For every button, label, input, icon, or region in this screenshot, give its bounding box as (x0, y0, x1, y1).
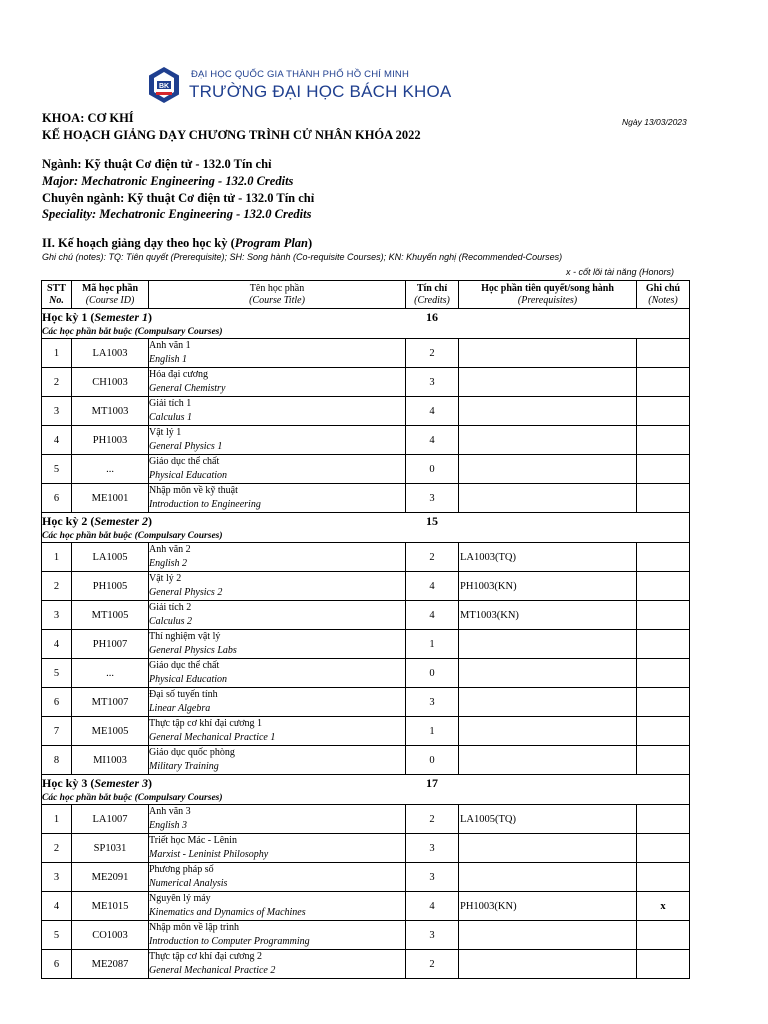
course-title-vi: Giải tích 2 (149, 602, 192, 613)
course-title (149, 717, 406, 746)
course-credits: 4 (406, 601, 459, 630)
course-prerequisites (459, 863, 637, 892)
section-heading: II. Kế hoạch giảng dạy theo học kỳ (Program Plan) (42, 236, 313, 250)
course-prerequisites: PH1003(KN) (459, 572, 637, 601)
table-row (42, 426, 690, 455)
course-notes (637, 368, 690, 397)
row-number: 7 (42, 717, 72, 746)
course-title (149, 426, 406, 455)
course-notes (637, 659, 690, 688)
plan-title: KẾ HOẠCH GIẢNG DẠY CHƯƠNG TRÌNH CỬ NHÂN KHÓA 2022 (42, 128, 421, 142)
course-id: LA1007 (72, 805, 149, 834)
course-credits: 4 (406, 892, 459, 921)
table-row (42, 484, 690, 513)
row-number: 4 (42, 892, 72, 921)
course-title-en: English 1 (149, 354, 188, 365)
course-credits: 4 (406, 426, 459, 455)
table-row (42, 834, 690, 863)
course-credits: 1 (406, 717, 459, 746)
row-number: 5 (42, 921, 72, 950)
table-row (42, 863, 690, 892)
table-row (42, 805, 690, 834)
table-row (42, 659, 690, 688)
course-title-en: Introduction to Engineering (149, 499, 261, 510)
course-title (149, 543, 406, 572)
header-stt: STT No. (42, 281, 72, 309)
course-title-vi: Giáo dục quốc phòng (149, 747, 235, 758)
row-number: 6 (42, 950, 72, 979)
university-logo (147, 66, 452, 108)
row-number: 2 (42, 368, 72, 397)
course-title-en: Physical Education (149, 674, 228, 685)
course-prerequisites: LA1005(TQ) (459, 805, 637, 834)
semester-filler (459, 775, 690, 793)
header-credits: Tín chỉ (Credits) (406, 281, 459, 309)
course-title (149, 950, 406, 979)
table-row (42, 892, 690, 921)
course-title-en: English 3 (149, 820, 188, 831)
course-credits: 1 (406, 630, 459, 659)
course-credits: 3 (406, 688, 459, 717)
major-vi: Ngành: Kỹ thuật Cơ điện tử - 132.0 Tín chỉ (42, 157, 272, 171)
course-title-vi: Anh văn 3 (149, 806, 191, 817)
course-title-en: Physical Education (149, 470, 228, 481)
course-prerequisites (459, 339, 637, 368)
row-number: 3 (42, 397, 72, 426)
table-row (42, 630, 690, 659)
course-notes (637, 805, 690, 834)
course-notes (637, 950, 690, 979)
header-course-id: Mã học phần (Course ID) (72, 281, 149, 309)
course-prerequisites (459, 688, 637, 717)
course-credits: 4 (406, 397, 459, 426)
course-prerequisites: PH1003(KN) (459, 892, 637, 921)
course-id: ME2091 (72, 863, 149, 892)
course-id: ME1001 (72, 484, 149, 513)
course-credits: 2 (406, 805, 459, 834)
course-prerequisites (459, 921, 637, 950)
course-title-vi: Thực tập cơ khí đại cương 2 (149, 951, 263, 962)
course-prerequisites (459, 455, 637, 484)
semester-filler (459, 309, 690, 327)
course-group-row (42, 326, 690, 339)
semester-title: Học kỳ 3 (Semester 3) (42, 775, 406, 793)
semester-row (42, 775, 690, 793)
row-number: 4 (42, 630, 72, 659)
course-title (149, 339, 406, 368)
table-row (42, 746, 690, 775)
row-number: 3 (42, 601, 72, 630)
course-prerequisites (459, 368, 637, 397)
table-row (42, 397, 690, 426)
course-notes (637, 426, 690, 455)
semester-filler (459, 513, 690, 531)
document-date: Ngày 13/03/2023 (622, 117, 687, 127)
course-id: MT1007 (72, 688, 149, 717)
table-row (42, 543, 690, 572)
course-title-vi: Nguyên lý máy (149, 893, 211, 904)
course-title-vi: Giáo dục thể chất (149, 660, 220, 671)
course-group-row (42, 792, 690, 805)
svg-text:BK: BK (158, 83, 170, 90)
course-title (149, 572, 406, 601)
logo-university-name: TRƯỜNG ĐẠI HỌC BÁCH KHOA (189, 82, 452, 101)
row-number: 1 (42, 805, 72, 834)
semester-row (42, 513, 690, 531)
course-prerequisites (459, 950, 637, 979)
table-row (42, 601, 690, 630)
course-title-vi: Giáo dục thể chất (149, 456, 220, 467)
course-title (149, 659, 406, 688)
course-title-vi: Nhập môn về lập trình (149, 922, 239, 933)
course-title-en: General Chemistry (149, 383, 226, 394)
course-credits: 0 (406, 659, 459, 688)
course-credits: 2 (406, 950, 459, 979)
course-title-en: Kinematics and Dynamics of Machines (149, 907, 306, 918)
course-id: SP1031 (72, 834, 149, 863)
header-course-title: Tên học phần (Course Title) (149, 281, 406, 309)
course-notes: x (637, 892, 690, 921)
course-title (149, 368, 406, 397)
major-en: Major: Mechatronic Engineering - 132.0 Credits (42, 174, 294, 188)
row-number: 6 (42, 688, 72, 717)
course-title-vi: Nhập môn về kỹ thuật (149, 485, 238, 496)
table-row (42, 717, 690, 746)
program-plan-table (41, 280, 690, 979)
course-title-en: English 2 (149, 558, 188, 569)
course-prerequisites: MT1003(KN) (459, 601, 637, 630)
row-number: 1 (42, 339, 72, 368)
course-title-en: Numerical Analysis (149, 878, 228, 889)
course-title (149, 892, 406, 921)
row-number: 5 (42, 659, 72, 688)
row-number: 5 (42, 455, 72, 484)
course-credits: 3 (406, 484, 459, 513)
semester-row (42, 309, 690, 327)
course-title-vi: Giải tích 1 (149, 398, 192, 409)
course-title-vi: Đại số tuyến tính (149, 689, 218, 700)
course-group-label: Các học phần bắt buộc (Compulsary Courses) (42, 530, 690, 543)
course-notes (637, 863, 690, 892)
course-notes (637, 484, 690, 513)
course-title-vi: Anh văn 2 (149, 544, 191, 555)
speciality-en: Speciality: Mechatronic Engineering - 132.0 Credits (42, 207, 312, 221)
course-group-label: Các học phần bắt buộc (Compulsary Courses) (42, 326, 690, 339)
course-title (149, 484, 406, 513)
row-number: 4 (42, 426, 72, 455)
course-prerequisites (459, 717, 637, 746)
course-title-vi: Triết học Mác - Lênin (149, 835, 237, 846)
course-id: MI1003 (72, 746, 149, 775)
notes-legend: Ghi chú (notes): TQ: Tiên quyết (Prerequisite); SH: Song hành (Co-requisite Courses); KN: Khuyến nghị (Recommended-Courses) (42, 252, 563, 262)
course-notes (637, 601, 690, 630)
course-title (149, 397, 406, 426)
course-title-vi: Hóa đại cương (149, 369, 209, 380)
course-credits: 0 (406, 455, 459, 484)
course-title-vi: Thí nghiệm vật lý (149, 631, 221, 642)
table-row (42, 950, 690, 979)
row-number: 3 (42, 863, 72, 892)
course-id: ME1005 (72, 717, 149, 746)
course-title-en: Linear Algebra (149, 703, 211, 714)
course-group-label: Các học phần bắt buộc (Compulsary Courses) (42, 792, 690, 805)
semester-credits: 17 (406, 775, 459, 793)
table-row (42, 339, 690, 368)
course-notes (637, 543, 690, 572)
course-title (149, 921, 406, 950)
course-prerequisites (459, 426, 637, 455)
course-notes (637, 397, 690, 426)
semester-credits: 16 (406, 309, 459, 327)
course-prerequisites (459, 659, 637, 688)
course-title-vi: Vật lý 1 (149, 427, 182, 438)
table-row (42, 688, 690, 717)
course-notes (637, 630, 690, 659)
course-prerequisites (459, 834, 637, 863)
course-title-en: General Mechanical Practice 2 (149, 965, 276, 976)
course-credits: 3 (406, 834, 459, 863)
table-row (42, 368, 690, 397)
bk-logo-icon (147, 66, 181, 104)
course-id: PH1003 (72, 426, 149, 455)
course-credits: 0 (406, 746, 459, 775)
course-title (149, 863, 406, 892)
row-number: 2 (42, 572, 72, 601)
course-title (149, 746, 406, 775)
speciality-vi: Chuyên ngành: Kỹ thuật Cơ điện tử - 132.0 Tín chỉ (42, 191, 315, 205)
course-title-vi: Vật lý 2 (149, 573, 182, 584)
course-title-vi: Thực tập cơ khí đại cương 1 (149, 718, 263, 729)
course-title (149, 630, 406, 659)
course-credits: 3 (406, 368, 459, 397)
course-title-en: General Mechanical Practice 1 (149, 732, 276, 743)
course-id: ... (72, 659, 149, 688)
row-number: 8 (42, 746, 72, 775)
semester-title: Học kỳ 1 (Semester 1) (42, 309, 406, 327)
header-prerequisites: Học phần tiên quyết/song hành (Prerequisites) (459, 281, 637, 309)
row-number: 6 (42, 484, 72, 513)
course-prerequisites: LA1003(TQ) (459, 543, 637, 572)
table-row (42, 921, 690, 950)
logo-university-system: ĐẠI HỌC QUỐC GIA THÀNH PHỐ HỒ CHÍ MINH (191, 69, 410, 80)
honors-legend: x - cốt lõi tài năng (Honors) (566, 267, 675, 277)
course-title-vi: Anh văn 1 (149, 340, 191, 351)
course-notes (637, 746, 690, 775)
course-title (149, 834, 406, 863)
course-id: PH1005 (72, 572, 149, 601)
course-title (149, 455, 406, 484)
course-notes (637, 834, 690, 863)
course-title-en: Calculus 1 (149, 412, 193, 423)
course-notes (637, 717, 690, 746)
course-credits: 2 (406, 339, 459, 368)
row-number: 2 (42, 834, 72, 863)
course-title-en: General Physics Labs (149, 645, 237, 656)
semester-credits: 15 (406, 513, 459, 531)
course-title-en: General Physics 2 (149, 587, 223, 598)
course-title-vi: Phương pháp số (149, 864, 214, 875)
course-prerequisites (459, 746, 637, 775)
course-id: CO1003 (72, 921, 149, 950)
row-number: 1 (42, 543, 72, 572)
course-id: LA1005 (72, 543, 149, 572)
course-notes (637, 455, 690, 484)
table-row (42, 455, 690, 484)
course-credits: 4 (406, 572, 459, 601)
course-id: ... (72, 455, 149, 484)
course-credits: 2 (406, 543, 459, 572)
course-id: CH1003 (72, 368, 149, 397)
table-row (42, 572, 690, 601)
course-prerequisites (459, 484, 637, 513)
course-title-en: Marxist - Leninist Philosophy (149, 849, 269, 860)
course-title-en: Military Training (149, 761, 219, 772)
course-id: ME1015 (72, 892, 149, 921)
course-id: PH1007 (72, 630, 149, 659)
course-prerequisites (459, 630, 637, 659)
course-notes (637, 572, 690, 601)
header-notes: Ghi chú (Notes) (637, 281, 690, 309)
course-prerequisites (459, 397, 637, 426)
course-title (149, 805, 406, 834)
course-group-row (42, 530, 690, 543)
faculty-name: KHOA: CƠ KHÍ (42, 111, 134, 125)
course-title (149, 601, 406, 630)
course-notes (637, 339, 690, 368)
course-title-en: Calculus 2 (149, 616, 193, 627)
course-title-en: Introduction to Computer Programming (149, 936, 310, 947)
course-credits: 3 (406, 921, 459, 950)
course-credits: 3 (406, 863, 459, 892)
course-notes (637, 921, 690, 950)
course-id: ME2087 (72, 950, 149, 979)
course-title-en: General Physics 1 (149, 441, 223, 452)
course-id: MT1005 (72, 601, 149, 630)
course-title (149, 688, 406, 717)
course-id: MT1003 (72, 397, 149, 426)
semester-title: Học kỳ 2 (Semester 2) (42, 513, 406, 531)
course-notes (637, 688, 690, 717)
course-id: LA1003 (72, 339, 149, 368)
table-header-row (42, 281, 690, 309)
